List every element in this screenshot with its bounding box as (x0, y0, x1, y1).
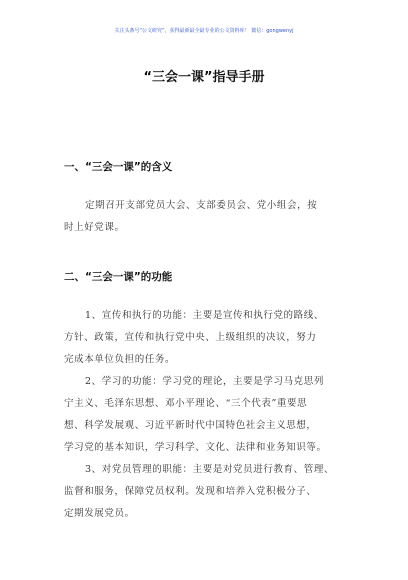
paragraph-line: 定期召开支部党员大会、支部委员会、党小组会，按 (85, 200, 318, 211)
document-title: “三会一课”指导手册 (143, 70, 265, 85)
paragraph-line: 2、学习的功能：学习党的理论，主要是学习马克思列 (85, 376, 324, 387)
paragraph-line: 时上好党课。 (64, 222, 125, 233)
header-promo-text: 关注头条号“公文研究”，获得最新最全最专业的公文资料库！ 微信：gongwenyj (114, 28, 294, 34)
section-meaning-paragraph (64, 195, 354, 239)
paragraph-line: 方针、政策，宣传和执行党中央、上级组织的决议，努力 (64, 332, 317, 343)
function-item-1 (64, 305, 354, 371)
paragraph-line: 宁主义、毛泽东思想、邓小平理论、“三个代表”重要思 (64, 398, 308, 409)
paragraph-line: 完成本单位负担的任务。 (64, 354, 176, 365)
section-heading-function: 二、“三会一课”的功能 (64, 271, 173, 283)
function-item-2 (64, 371, 354, 459)
paragraph-line: 1、宣传和执行的功能：主要是宣传和执行党的路线、 (85, 310, 324, 321)
section-heading-meaning: 一、“三会一课”的含义 (64, 161, 173, 173)
paragraph-line: 3、对党员管理的职能：主要是对党员进行教育、管理、 (85, 464, 335, 475)
function-item-3 (64, 459, 354, 525)
paragraph-line: 定期发展党员。 (64, 508, 135, 519)
paragraph-line: 想、科学发展观、习近平新时代中国特色社会主义思想， (64, 420, 317, 431)
paragraph-line: 学习党的基本知识，学习科学、文化、法律和业务知识等。 (64, 442, 327, 453)
paragraph-line: 监督和服务，保障党员权利。发现和培养入党积极分子、 (64, 486, 317, 497)
